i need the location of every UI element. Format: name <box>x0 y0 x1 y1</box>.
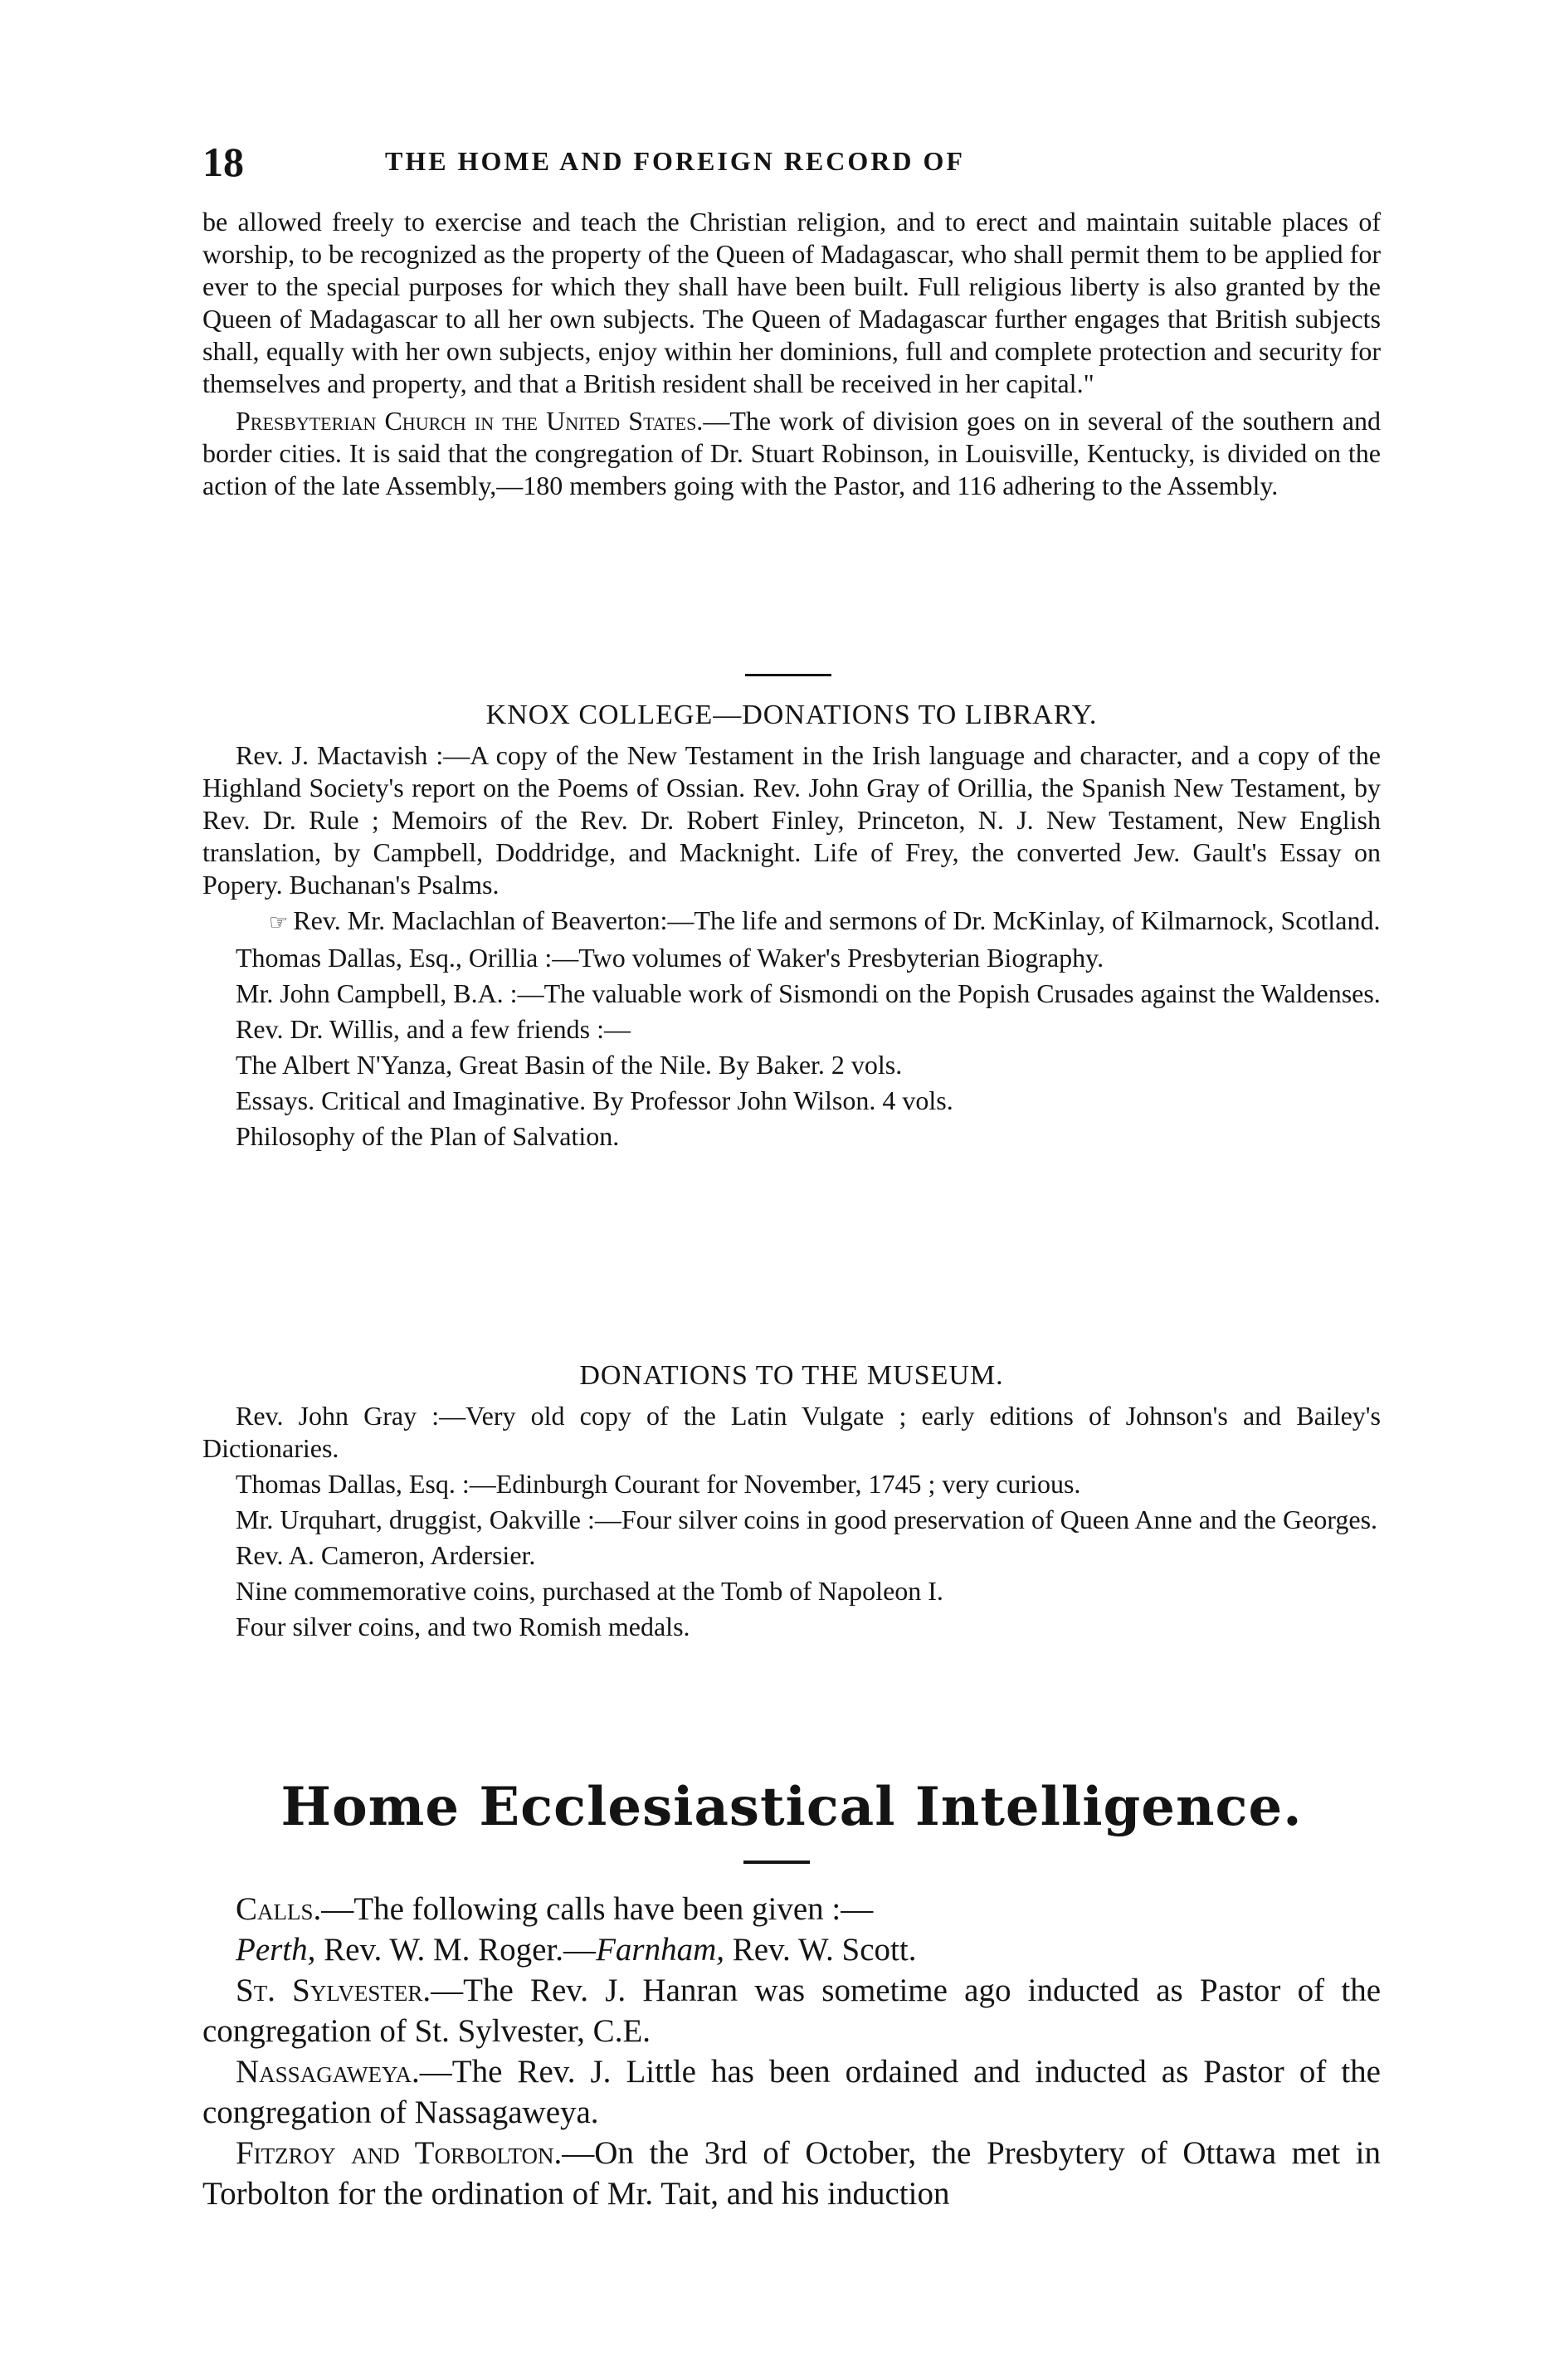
library-heading: KNOX COLLEGE—DONATIONS TO LIBRARY. <box>485 700 1098 730</box>
library-section <box>202 699 1381 1153</box>
home-intelligence-section <box>202 1776 1381 1838</box>
calls-paragraph <box>202 1889 1381 1929</box>
pointing-hand-icon: ☞ <box>269 910 289 934</box>
museum-heading: DONATIONS TO THE MUSEUM. <box>579 1360 1004 1391</box>
museum-entry: Thomas Dallas, Esq. :—Edinburgh Courant for November, 1745 ; very curious. <box>236 1469 1081 1499</box>
heading-ornament-rule <box>743 1861 810 1864</box>
home-intelligence-heading: Home Ecclesiastical Intelligence. <box>280 1776 1303 1838</box>
calls-lead: Calls. <box>236 1891 322 1927</box>
presbyterian-church-body: —The work of division goes on in several of the southern and border cities. It is said that the congregation of Dr. Stuart Robinson, in Louisville, Kentucky, is divided on the action of the late Assembly,—180 members going with the Pastor, and 116 adhering to the Assembly. <box>202 406 1381 500</box>
museum-entry: Four silver coins, and two Romish medals. <box>236 1612 690 1641</box>
museum-entry: Rev. A. Cameron, Ardersier. <box>236 1540 536 1570</box>
st-sylvester-paragraph: St. Sylvester.—The Rev. J. Hanran was sometime ago inducted as Pastor of the congregation of St. Sylvester, C.E. <box>202 1973 1382 2049</box>
library-entry: Rev. Dr. Willis, and a few friends :— <box>236 1014 631 1044</box>
museum-entry: Rev. John Gray :—Very old copy of the Latin Vulgate ; early editions of Johnson's and Bailey's Dictionaries. <box>202 1401 1381 1463</box>
library-entry: The Albert N'Yanza, Great Basin of the Nile. By Baker. 2 vols. <box>236 1050 903 1080</box>
library-entry: Thomas Dallas, Esq., Orillia :—Two volumes of Waker's Presbyterian Biography. <box>236 943 1104 973</box>
library-entry: Mr. John Campbell, B.A. :—The valuable work of Sismondi on the Popish Crusades against the Waldenses. <box>236 978 1381 1008</box>
library-entry: ☞ Rev. Mr. Maclachlan of Beaverton:—The life and sermons of Dr. McKinlay, of Kilmarnock, Scotland. <box>202 905 1381 939</box>
madagascar-paragraph: be allowed freely to exercise and teach the Christian religion, and to erect and maintain suitable places of worship, to be recognized as the property of the Queen of Madagascar, who shall permit them to be applied for ever to the special purposes for which they shall have been built. Full religious liberty is also granted by the Queen of Madagascar to all her own subjects. The Queen of Madagascar further engages that British subjects shall, equally with her own subjects, enjoy within her dominions, full and complete protection and security for themselves and property, and that a British resident shall be received in her capital." <box>202 207 1381 398</box>
library-entry: Essays. Critical and Imaginative. By Professor John Wilson. 4 vols. <box>236 1085 953 1115</box>
presbyterian-church-paragraph <box>202 405 1381 502</box>
fitzroy-torbolton-paragraph: Fitzroy and Torbolton.—On the 3rd of October, the Presbytery of Ottawa met in Torbolton for the ordination of Mr. Tait, and his induction <box>202 2135 1381 2212</box>
page-number: 18 <box>202 139 244 185</box>
museum-entry: Nine commemorative coins, purchased at the Tomb of Napoleon I. <box>236 1576 943 1606</box>
calls-list-line: Perth, Rev. W. M. Roger.—Farnham, Rev. W. Scott. <box>236 1932 917 1968</box>
museum-section <box>202 1359 1381 1643</box>
presbyterian-church-lead: Presbyterian Church in the United States. <box>236 406 704 436</box>
library-entry: Rev. J. Mactavish :—A copy of the New Testament in the Irish language and character, and a copy of the Highland Society's report on the Poems of Ossian. Rev. John Gray of Orillia, the Spanish New Testament, by Rev. Dr. Rule ; Memoirs of the Rev. Dr. Robert Finley, Princeton, N. J. New Testament, New English translation, by Campbell, Doddridge, and Macknight. Life of Frey, the converted Jew. Gault's Essay on Popery. Buchanan's Psalms. <box>202 740 1381 900</box>
library-entry: Philosophy of the Plan of Salvation. <box>236 1121 620 1151</box>
intro-section <box>202 206 1381 502</box>
museum-entry: Mr. Urquhart, druggist, Oakville :—Four silver coins in good preservation of Queen Anne and the Georges. <box>236 1505 1378 1534</box>
nassagaweya-paragraph: Nassagaweya.—The Rev. J. Little has been ordained and inducted as Pastor of the congregation of Nassagaweya. <box>202 2054 1381 2130</box>
home-intelligence-body <box>202 1889 1381 2214</box>
page-header <box>202 138 1381 188</box>
section-divider-rule <box>745 674 831 676</box>
running-head: THE HOME AND FOREIGN RECORD OF <box>385 146 965 176</box>
calls-body: —The following calls have been given :— <box>321 1891 874 1927</box>
